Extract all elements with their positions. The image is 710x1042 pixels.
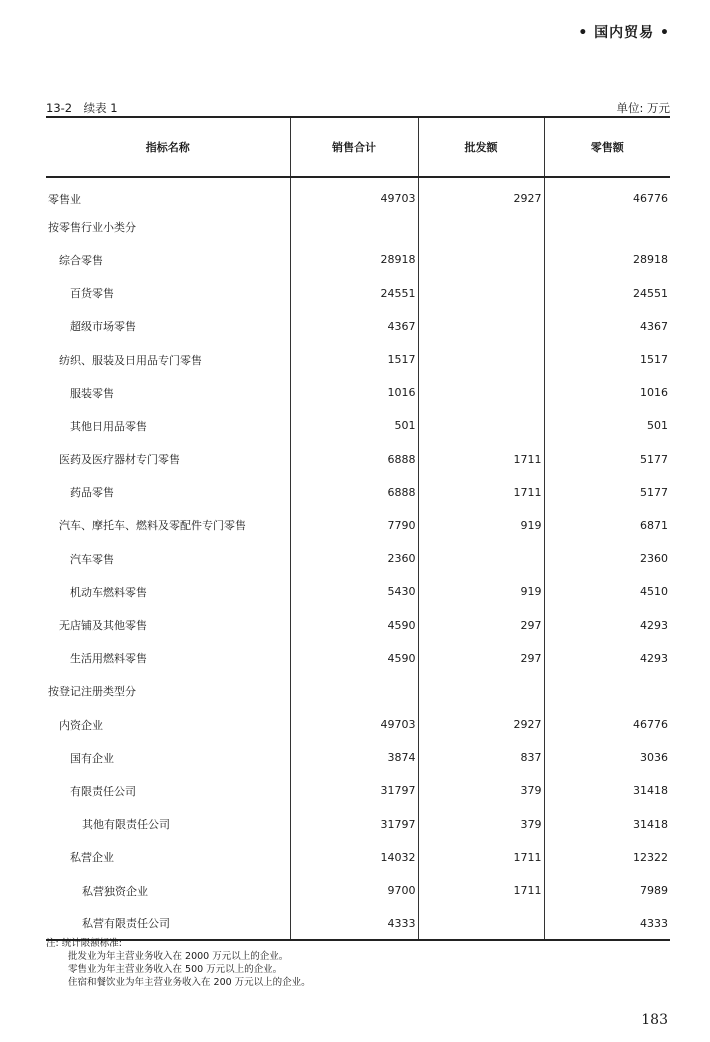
cell-total-sales: 5430 (290, 575, 418, 608)
table-row (46, 509, 670, 542)
cell-retail: 3036 (544, 741, 670, 774)
table-row (46, 907, 670, 940)
cell-total-sales: 7790 (290, 509, 418, 542)
cell-wholesale: 1711 (418, 841, 544, 874)
cell-retail: 28918 (544, 243, 670, 276)
footnote-line: 零售业为年主营业务收入在 500 万元以上的企业。 (68, 964, 283, 975)
table-row (46, 608, 670, 641)
footnote-title: 注: 统计限额标准: (46, 938, 122, 949)
row-label: 其他有限责任公司 (82, 818, 170, 832)
row-label: 综合零售 (59, 253, 103, 267)
table-row (46, 575, 670, 608)
cell-total-sales: 4590 (290, 608, 418, 641)
table-row (46, 409, 670, 442)
cell-total-sales: 501 (290, 409, 418, 442)
cell-total-sales: 4590 (290, 642, 418, 675)
cell-retail: 1016 (544, 376, 670, 409)
cell-wholesale: 1711 (418, 476, 544, 509)
statistics-table (46, 116, 670, 941)
cell-wholesale (418, 243, 544, 276)
table-row (46, 708, 670, 741)
table-row (46, 841, 670, 874)
cell-wholesale: 2927 (418, 708, 544, 741)
cell-retail: 4367 (544, 310, 670, 343)
cell-wholesale: 919 (418, 575, 544, 608)
cell-total-sales: 31797 (290, 774, 418, 807)
cell-retail: 12322 (544, 841, 670, 874)
unit-label: 单位: 万元 (616, 101, 670, 115)
table-row (46, 774, 670, 807)
cell-total-sales: 6888 (290, 476, 418, 509)
cell-retail: 4333 (544, 907, 670, 940)
cell-retail: 7989 (544, 874, 670, 907)
table-header-row (46, 117, 670, 177)
table-row (46, 741, 670, 774)
row-label: 无店铺及其他零售 (59, 619, 147, 633)
cell-retail: 4293 (544, 608, 670, 641)
table-row (46, 277, 670, 310)
row-label: 私营企业 (70, 851, 114, 865)
cell-wholesale (418, 210, 544, 243)
cell-retail: 5177 (544, 443, 670, 476)
cell-wholesale (418, 376, 544, 409)
row-label: 有限责任公司 (70, 784, 136, 798)
row-label: 机动车燃料零售 (70, 585, 147, 599)
cell-total-sales: 28918 (290, 243, 418, 276)
cell-retail: 501 (544, 409, 670, 442)
table-row (46, 343, 670, 376)
row-label: 零售业 (48, 192, 81, 206)
row-label: 国有企业 (70, 751, 114, 765)
cell-total-sales: 9700 (290, 874, 418, 907)
cell-total-sales: 3874 (290, 741, 418, 774)
cell-retail (544, 675, 670, 708)
cell-retail: 1517 (544, 343, 670, 376)
page-number: 183 (641, 1012, 668, 1028)
cell-retail: 31418 (544, 774, 670, 807)
cell-total-sales: 49703 (290, 708, 418, 741)
table-row (46, 542, 670, 575)
footnote-line: 住宿和餐饮业为年主营业务收入在 200 万元以上的企业。 (68, 977, 311, 988)
cell-wholesale: 837 (418, 741, 544, 774)
cell-wholesale: 1711 (418, 443, 544, 476)
table-row (46, 874, 670, 907)
row-label: 百货零售 (70, 287, 114, 301)
row-label: 服装零售 (70, 386, 114, 400)
table-row (46, 210, 670, 243)
cell-total-sales: 6888 (290, 443, 418, 476)
cell-total-sales: 31797 (290, 808, 418, 841)
cell-wholesale (418, 310, 544, 343)
cell-wholesale: 1711 (418, 874, 544, 907)
cell-wholesale (418, 409, 544, 442)
row-label: 其他日用品零售 (70, 419, 147, 433)
row-label: 汽车、摩托车、燃料及零配件专门零售 (59, 519, 246, 533)
cell-total-sales: 1517 (290, 343, 418, 376)
cell-total-sales: 49703 (290, 177, 418, 210)
table-row (46, 310, 670, 343)
cell-retail: 5177 (544, 476, 670, 509)
section-header: • 国内贸易 • (578, 25, 670, 41)
cell-total-sales: 4367 (290, 310, 418, 343)
table-id: 13-2 续表 1 (46, 101, 118, 115)
table-row (46, 642, 670, 675)
row-label: 私营独资企业 (82, 884, 148, 898)
cell-retail: 4510 (544, 575, 670, 608)
footnote-line: 批发业为年主营业务收入在 2000 万元以上的企业。 (68, 951, 289, 962)
table-row (46, 476, 670, 509)
table-row (46, 376, 670, 409)
cell-retail: 6871 (544, 509, 670, 542)
table-row (46, 243, 670, 276)
row-label: 按零售行业小类分 (48, 220, 136, 234)
column-header-total-sales: 销售合计 (290, 117, 418, 177)
cell-wholesale (418, 343, 544, 376)
cell-total-sales: 1016 (290, 376, 418, 409)
row-label: 超级市场零售 (70, 320, 136, 334)
cell-retail: 2360 (544, 542, 670, 575)
row-label: 纺织、服装及日用品专门零售 (59, 353, 202, 367)
row-label: 生活用燃料零售 (70, 652, 147, 666)
cell-retail (544, 210, 670, 243)
footnotes (46, 937, 311, 989)
cell-retail: 31418 (544, 808, 670, 841)
table-row (46, 808, 670, 841)
column-header-retail: 零售额 (544, 117, 670, 177)
cell-retail: 46776 (544, 177, 670, 210)
row-label: 医药及医疗器材专门零售 (59, 453, 180, 467)
table-body (46, 177, 670, 940)
cell-wholesale: 919 (418, 509, 544, 542)
cell-retail: 4293 (544, 642, 670, 675)
table-row (46, 675, 670, 708)
cell-total-sales: 4333 (290, 907, 418, 940)
column-header-indicator: 指标名称 (46, 117, 290, 177)
row-label: 药品零售 (70, 486, 114, 500)
cell-wholesale (418, 542, 544, 575)
cell-wholesale: 297 (418, 608, 544, 641)
cell-retail: 24551 (544, 277, 670, 310)
cell-total-sales: 2360 (290, 542, 418, 575)
table-row (46, 443, 670, 476)
cell-retail: 46776 (544, 708, 670, 741)
cell-wholesale: 297 (418, 642, 544, 675)
column-header-wholesale: 批发额 (418, 117, 544, 177)
cell-total-sales: 14032 (290, 841, 418, 874)
row-label: 私营有限责任公司 (46, 907, 290, 940)
row-label: 汽车零售 (70, 552, 114, 566)
cell-wholesale: 2927 (418, 177, 544, 210)
cell-wholesale (418, 907, 544, 940)
table-row (46, 177, 670, 210)
cell-wholesale: 379 (418, 774, 544, 807)
row-label: 内资企业 (59, 718, 103, 732)
cell-total-sales: 24551 (290, 277, 418, 310)
cell-total-sales (290, 210, 418, 243)
cell-wholesale (418, 675, 544, 708)
cell-wholesale (418, 277, 544, 310)
cell-wholesale: 379 (418, 808, 544, 841)
row-label: 按登记注册类型分 (48, 685, 136, 699)
cell-total-sales (290, 675, 418, 708)
